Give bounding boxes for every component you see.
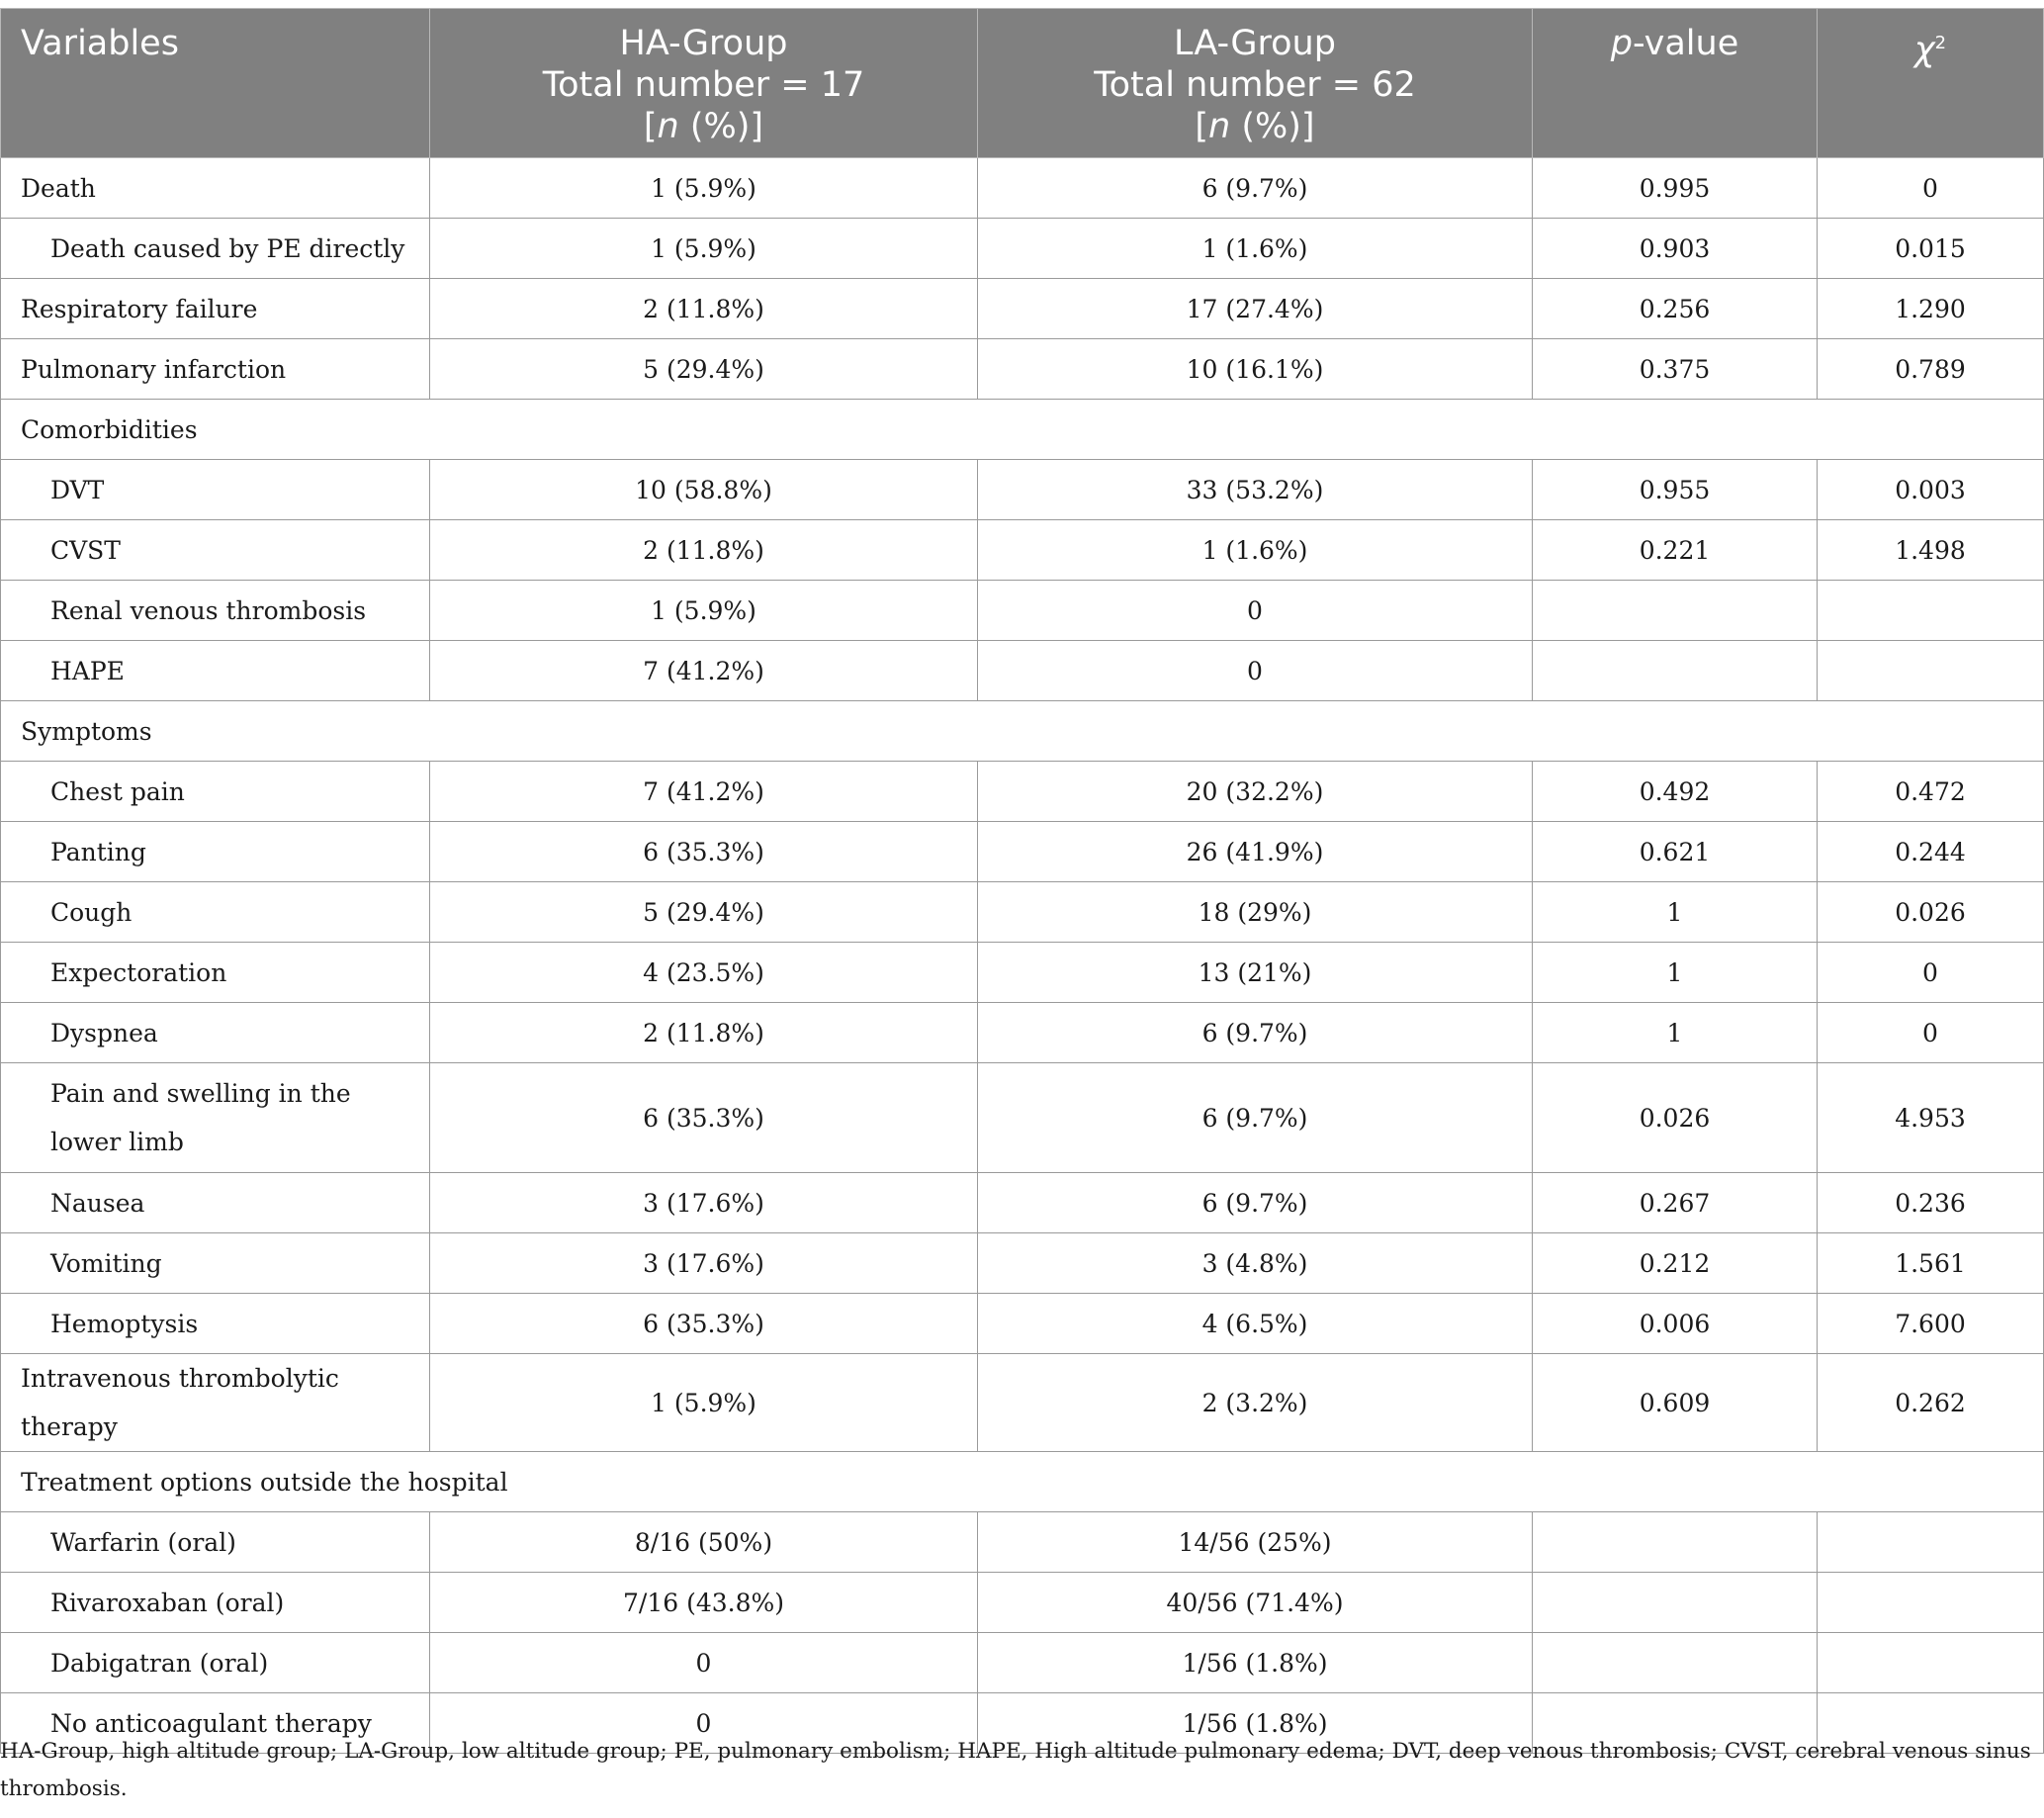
- la-group-value: 6 (9.7%): [978, 158, 1533, 219]
- chi-square-value: 0.236: [1818, 1173, 2044, 1233]
- row-label: Nausea: [1, 1173, 430, 1233]
- ha-group-value: 5 (29.4%): [430, 339, 978, 400]
- chi-square-value: [1818, 581, 2044, 641]
- row-label: Panting: [1, 822, 430, 882]
- table-row: [1, 279, 2044, 339]
- row-label: HAPE: [1, 641, 430, 701]
- ha-group-value: 2 (11.8%): [430, 279, 978, 339]
- table-row: [1, 822, 2044, 882]
- chi-square-value: 0: [1818, 158, 2044, 219]
- table-row: [1, 641, 2044, 701]
- la-group-value: 0: [978, 641, 1533, 701]
- ha-group-value: 3 (17.6%): [430, 1233, 978, 1294]
- table-footnote: HA-Group, high altitude group; LA-Group, low altitude group; PE, pulmonary embolism; HAPE, High altitude pulmonary edema; DVT, deep venous thrombosis; CVST, cerebral venous sinus thrombosis.: [0, 1739, 2031, 1801]
- la-group-unit: [n (%)]: [1195, 107, 1315, 146]
- la-group-value: 1 (1.6%): [978, 219, 1533, 279]
- p-value: 1: [1533, 882, 1818, 943]
- ha-group-title: HA-Group: [619, 24, 788, 63]
- ha-group-value: 2 (11.8%): [430, 1003, 978, 1063]
- table-row: [1, 1294, 2044, 1354]
- chi-square-value: 7.600: [1818, 1294, 2044, 1354]
- p-value: 0.026: [1533, 1063, 1818, 1173]
- table-row: [1, 701, 2044, 762]
- row-label: Dyspnea: [1, 1003, 430, 1063]
- ha-group-value: 1 (5.9%): [430, 1354, 978, 1452]
- p-value: 0.995: [1533, 158, 1818, 219]
- header-row: [1, 9, 2044, 158]
- la-group-title: LA-Group: [1174, 24, 1336, 63]
- chi-square-value: [1818, 1512, 2044, 1573]
- la-group-value: 6 (9.7%): [978, 1063, 1533, 1173]
- section-heading: Comorbidities: [1, 400, 2044, 460]
- ha-group-value: 4 (23.5%): [430, 943, 978, 1003]
- row-label: Chest pain: [1, 762, 430, 822]
- la-group-value: 0: [978, 581, 1533, 641]
- table-body: [1, 158, 2044, 1754]
- ha-group-value: 1 (5.9%): [430, 581, 978, 641]
- chi-square-value: 0.789: [1818, 339, 2044, 400]
- chi-square-value: 0: [1818, 943, 2044, 1003]
- table-row: [1, 1573, 2044, 1633]
- p-value: 1: [1533, 1003, 1818, 1063]
- p-value: [1533, 1633, 1818, 1693]
- table-row: [1, 1512, 2044, 1573]
- p-value: 0.903: [1533, 219, 1818, 279]
- ha-group-value: 7 (41.2%): [430, 762, 978, 822]
- la-group-value: 13 (21%): [978, 943, 1533, 1003]
- p-value: 0.609: [1533, 1354, 1818, 1452]
- la-group-total: Total number = 62: [1094, 65, 1416, 105]
- la-group-value: 4 (6.5%): [978, 1294, 1533, 1354]
- section-heading: Symptoms: [1, 701, 2044, 762]
- row-label: DVT: [1, 460, 430, 520]
- ha-group-value: 10 (58.8%): [430, 460, 978, 520]
- results-table: [0, 8, 2044, 1754]
- la-group-value: 18 (29%): [978, 882, 1533, 943]
- la-group-value: 10 (16.1%): [978, 339, 1533, 400]
- ha-group-value: 6 (35.3%): [430, 1294, 978, 1354]
- table-row: [1, 1452, 2044, 1512]
- p-value: 0.621: [1533, 822, 1818, 882]
- ha-group-value: 3 (17.6%): [430, 1173, 978, 1233]
- row-label: Cough: [1, 882, 430, 943]
- p-value: 0.212: [1533, 1233, 1818, 1294]
- la-group-value: 14/56 (25%): [978, 1512, 1533, 1573]
- col-header-variables: [1, 9, 430, 158]
- ha-group-value: 6 (35.3%): [430, 1063, 978, 1173]
- table-row: [1, 1233, 2044, 1294]
- row-label: Hemoptysis: [1, 1294, 430, 1354]
- row-label: Warfarin (oral): [1, 1512, 430, 1573]
- chi-square-value: 0.003: [1818, 460, 2044, 520]
- p-value: 0.006: [1533, 1294, 1818, 1354]
- col-header-p-value: p-value: [1533, 9, 1818, 158]
- chi-square-value: 0.026: [1818, 882, 2044, 943]
- la-group-value: 1 (1.6%): [978, 520, 1533, 581]
- la-group-value: 33 (53.2%): [978, 460, 1533, 520]
- table-row: [1, 158, 2044, 219]
- row-label: Pain and swelling in the lower limb: [1, 1063, 430, 1173]
- p-value: [1533, 1573, 1818, 1633]
- p-value: [1533, 1512, 1818, 1573]
- la-group-value: 2 (3.2%): [978, 1354, 1533, 1452]
- row-label: Renal venous thrombosis: [1, 581, 430, 641]
- table-header: [1, 9, 2044, 158]
- la-group-value: 3 (4.8%): [978, 1233, 1533, 1294]
- ha-group-value: 6 (35.3%): [430, 822, 978, 882]
- section-heading: Treatment options outside the hospital: [1, 1452, 2044, 1512]
- ha-group-total: Total number = 17: [542, 65, 865, 105]
- p-value: 0.256: [1533, 279, 1818, 339]
- row-label: Respiratory failure: [1, 279, 430, 339]
- ha-group-value: 1 (5.9%): [430, 158, 978, 219]
- ha-group-value: 7/16 (43.8%): [430, 1573, 978, 1633]
- chi-square-value: [1818, 1573, 2044, 1633]
- la-group-value: 20 (32.2%): [978, 762, 1533, 822]
- row-label: Death: [1, 158, 430, 219]
- chi-square-value: 1.290: [1818, 279, 2044, 339]
- p-value: 0.492: [1533, 762, 1818, 822]
- table-row: [1, 943, 2044, 1003]
- table-row: [1, 1063, 2044, 1173]
- table-row: [1, 520, 2044, 581]
- chi-square-value: [1818, 641, 2044, 701]
- la-group-value: 40/56 (71.4%): [978, 1573, 1533, 1633]
- chi-square-value: [1818, 1633, 2044, 1693]
- p-value: 1: [1533, 943, 1818, 1003]
- ha-group-value: 0: [430, 1693, 978, 1754]
- ha-group-value: 0: [430, 1633, 978, 1693]
- table-row: [1, 1354, 2044, 1452]
- la-group-value: 6 (9.7%): [978, 1003, 1533, 1063]
- p-value: [1533, 641, 1818, 701]
- la-group-value: 1/56 (1.8%): [978, 1633, 1533, 1693]
- table-row: [1, 1173, 2044, 1233]
- chi-square-value: 4.953: [1818, 1063, 2044, 1173]
- p-value: 0.955: [1533, 460, 1818, 520]
- table-row: [1, 400, 2044, 460]
- ha-group-unit: [n (%)]: [643, 107, 764, 146]
- row-label: Intravenous thrombolytic therapy: [1, 1354, 430, 1452]
- table-row: [1, 219, 2044, 279]
- chi-square-value: 1.561: [1818, 1233, 2044, 1294]
- p-value: [1533, 581, 1818, 641]
- la-group-value: 1/56 (1.8%): [978, 1693, 1533, 1754]
- ha-group-value: 7 (41.2%): [430, 641, 978, 701]
- row-label: Rivaroxaban (oral): [1, 1573, 430, 1633]
- row-label: Death caused by PE directly: [1, 219, 430, 279]
- la-group-value: 26 (41.9%): [978, 822, 1533, 882]
- chi-square-value: 0.472: [1818, 762, 2044, 822]
- chi-square-value: 0.015: [1818, 219, 2044, 279]
- p-value: 0.267: [1533, 1173, 1818, 1233]
- variables-label: Variables: [21, 24, 179, 63]
- col-header-ha-group: [430, 9, 978, 158]
- table-row: [1, 460, 2044, 520]
- table-row: [1, 762, 2044, 822]
- la-group-value: 17 (27.4%): [978, 279, 1533, 339]
- row-label: Pulmonary infarction: [1, 339, 430, 400]
- chi-square-value: 0.262: [1818, 1354, 2044, 1452]
- col-header-chi-square: $\chi^2$: [1818, 9, 2044, 158]
- table-row: [1, 1003, 2044, 1063]
- ha-group-value: 2 (11.8%): [430, 520, 978, 581]
- la-group-value: 6 (9.7%): [978, 1173, 1533, 1233]
- table-row: [1, 581, 2044, 641]
- row-label: Expectoration: [1, 943, 430, 1003]
- col-header-la-group: [978, 9, 1533, 158]
- chi-square-value: 0: [1818, 1003, 2044, 1063]
- chi-square-value: 0.244: [1818, 822, 2044, 882]
- table-row: [1, 882, 2044, 943]
- table-row: [1, 1633, 2044, 1693]
- p-value: 0.221: [1533, 520, 1818, 581]
- row-label: CVST: [1, 520, 430, 581]
- p-value: 0.375: [1533, 339, 1818, 400]
- row-label: Dabigatran (oral): [1, 1633, 430, 1693]
- ha-group-value: 8/16 (50%): [430, 1512, 978, 1573]
- ha-group-value: 5 (29.4%): [430, 882, 978, 943]
- row-label: No anticoagulant therapy: [1, 1693, 430, 1754]
- table-row: [1, 339, 2044, 400]
- row-label: Vomiting: [1, 1233, 430, 1294]
- chi-square-value: 1.498: [1818, 520, 2044, 581]
- ha-group-value: 1 (5.9%): [430, 219, 978, 279]
